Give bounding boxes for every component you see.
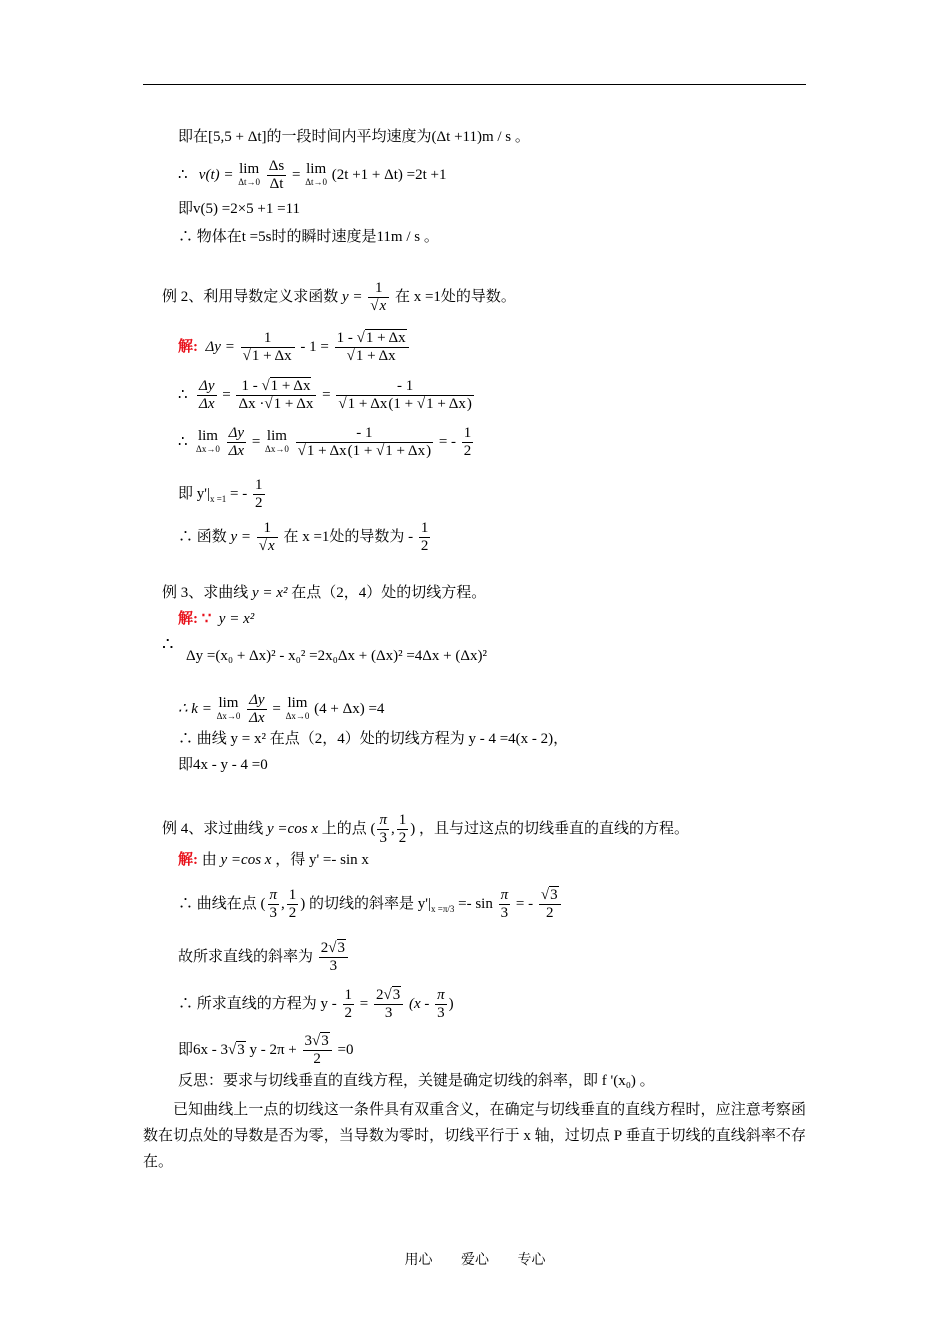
instant-velocity-conclusion: ∴ 物体在t =5s时的瞬时速度是11m / s 。: [178, 229, 439, 245]
example-4-line-eq: ∴ 所求直线的方程为 y - $\frac{1}{2}$ = $\frac{2√3}{3}$ (x - $\frac{\pi}{3}$ ): [178, 987, 454, 1021]
footer-c: 专心: [517, 1252, 546, 1268]
example-2-derivative: 即 $y'|_{x =1}$ = - $\frac{1}{2}$: [178, 477, 263, 511]
footer-b: 爱心: [461, 1252, 489, 1268]
example-2-heading: 例 2、利用导数定义求函数 y = $\frac{1}{√x}$ 在 x =1处的导数。: [162, 280, 516, 314]
example-2-step-3: ∴ lim Δx→0 $\frac{\Delta y}{\Delta x}$ = lim Δx→0 $\frac{- 1}{√1 + \Delta x(1 + √1 + \Delta x)}$ = - $\frac{1}{2}$: [178, 425, 472, 459]
example-2-step-1: 解: Δy = $\frac{1}{√1 + \Delta x}$ - 1 = $\frac{1 - √1 + \Delta x}{√1 + \Delta x}$: [178, 330, 411, 365]
therefore-large: ∴: [162, 634, 174, 654]
instant-velocity-formula: ∴ v(t) = lim Δt→0 $\frac{\Delta s}{\Delta t}$ = lim Δt→0 (2t +1 + Δt) =2t +1: [178, 158, 447, 192]
closing-paragraph: 已知曲线上一点的切线这一条件具有双重含义，在确定与切线垂直的直线方程时，应注意考察函数在切点处的导数是否为零，当导数为零时，切线平行于 x 轴，过切点 P 垂直于切线的直线斜率不存在。: [143, 1102, 806, 1170]
example-3-slope: ∴ k = lim Δx→0 $\frac{\Delta y}{\Delta x}$ = lim Δx→0 (4 + Δx) =4: [178, 692, 385, 726]
example-3-given: 解: ∵ y = x²: [178, 611, 255, 627]
footer-a: 用心: [404, 1252, 433, 1268]
example-4-heading: 例 4、求过曲线 y =cos x 上的点 ( $\frac{\pi}{3}$ , $\frac{1}{2}$ ) ，且与过这点的切线垂直的直线的方程。: [162, 812, 689, 846]
example-4-final: 即6x - 3√3 y - 2π + $\frac{3√3}{2}$ =0: [178, 1033, 354, 1067]
example-3-tangent: ∴ 曲线 y = x² 在点（2，4）处的切线方程为 y - 4 =4(x - 2)，: [178, 731, 569, 747]
solution-label: 解:: [178, 338, 198, 355]
therefore-symbol: ∴: [178, 166, 188, 183]
example-2-step-2: ∴ $\frac{\Delta y}{\Delta x}$ = $\frac{1 - √1 + \Delta x}{\Delta x \cdot√1 + \Delta x}$ = $\frac{- 1}{√1 + \Delta x(1 + √1 + \Delta x)}$: [178, 378, 472, 412]
page-footer: [0, 1249, 950, 1269]
example-3-delta-y: Δy =(x₀ + Δx)² - x₀² =2x₀Δx + (Δx)² =4Δx + (Δx)²: [186, 648, 488, 664]
header-rule: [143, 84, 806, 85]
v5-line: 即v(5) =2×5 +1 =11: [178, 201, 301, 217]
vt-label: v(t) =: [198, 166, 234, 183]
limit-dt-2: lim Δt→0: [305, 160, 328, 187]
example-4-perp-slope: 故所求直线的斜率为 $\frac{2√3}{3}$: [178, 940, 350, 975]
reflection-line: 反思：要求与切线垂直的直线方程，关键是确定切线的斜率，即 f '(x₀) 。: [178, 1073, 655, 1089]
vt-result: (2t +1 + Δt) =2t +1: [331, 166, 447, 183]
avg-velocity-line: 即在[5,5 + Δt]的一段时间内平均速度为(Δt +11)m / s 。: [178, 129, 530, 145]
example-4-derivative: 解: 由 y =cos x ，得 y' =- sin x: [178, 852, 369, 868]
limit-dt: lim Δt→0: [238, 160, 261, 187]
example-4-slope: ∴ 曲线在点 ( $\frac{\pi}{3}$ , $\frac{1}{2}$ ) 的切线的斜率是 $y'|_{x =\pi/3} =- \sin$ $\frac{\pi}{3}$ = - $\frac{√3}{2}$: [178, 887, 563, 922]
example-3-heading: 例 3、求曲线 y = x² 在点（2，4）处的切线方程。: [162, 585, 487, 601]
example-3-final: 即4x - y - 4 =0: [178, 757, 268, 773]
example-2-conclusion: ∴ 函数 y = $\frac{1}{√x}$ 在 x =1处的导数为 - $\frac{1}{2}$: [178, 520, 429, 554]
ds-over-dt: $\frac{\Delta s}{\Delta t}$: [268, 158, 285, 192]
